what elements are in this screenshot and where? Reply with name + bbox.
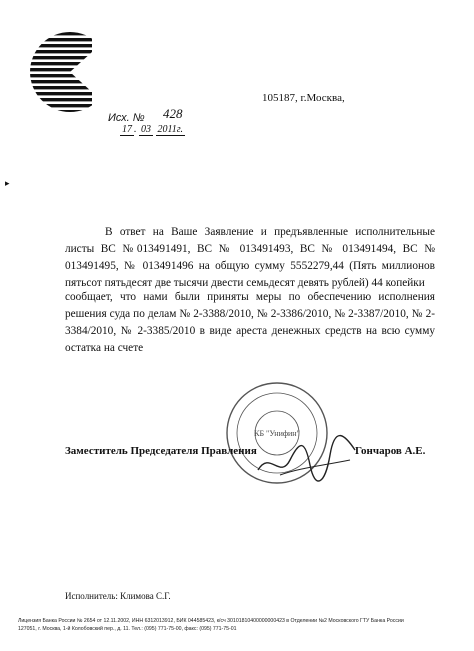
margin-mark: ▸ [5, 178, 10, 188]
outgoing-ref-number: 428 [163, 106, 183, 121]
signatory-title: Заместитель Председателя Правления [65, 445, 257, 457]
page-footer [18, 617, 458, 633]
ref-date-year: 2011г. [157, 124, 184, 135]
stamp-center-text: КБ "Унифин" [254, 429, 300, 438]
outgoing-ref-date: 17 . 03 2011г. [122, 124, 184, 135]
paragraph-1-text: В ответ на Ваше Заявление и предъявленные исполнительные листы ВС №013491491, ВС № 013491493, ВС № 013491494, ВС № 013491495, № 013491496 на общую сумму 5552279,44 (Пять миллионов пятьсот пятьдесят две тысячи двести семьдесят девять рублей) 44 копейки [65, 226, 435, 289]
footer-line-2: 127051, г. Москва, 1-й Колобовский пер., д. 11. Тел.: (095) 771-75-00, факс: (095) 771-75-01 [18, 626, 237, 632]
ref-date-day: 17 [122, 124, 132, 135]
executor-line: Исполнитель: Климова С.Г. [65, 591, 171, 601]
ref-date-month: 03 [141, 124, 151, 135]
footer-line-1: Лицензия Банка России № 2654 от 12.11.2002, ИНН 6312013912, БИК 044585423, к/сч 30101810400000000423 в Отделении №2 Московского ГТУ Банка России [18, 618, 404, 624]
signatory-name: Гончаров А.Е. [355, 445, 426, 457]
bank-logo-icon [30, 22, 92, 122]
handwritten-signature-icon [250, 430, 360, 490]
body-paragraph-2: сообщает, что нами были приняты меры по обеспечению исполнения решения суда по делам № 2-3388/2010, № 2-3386/2010, № 2-3387/2010, № 2-3384/2010, № 2-3385/2010 в виде ареста денежных средств на всю сумму остатка на счете [65, 291, 435, 354]
sender-address: 105187, г.Москва, [262, 92, 345, 104]
outgoing-ref-label: Исх. № [108, 112, 145, 124]
body-paragraph-1 [65, 224, 435, 292]
